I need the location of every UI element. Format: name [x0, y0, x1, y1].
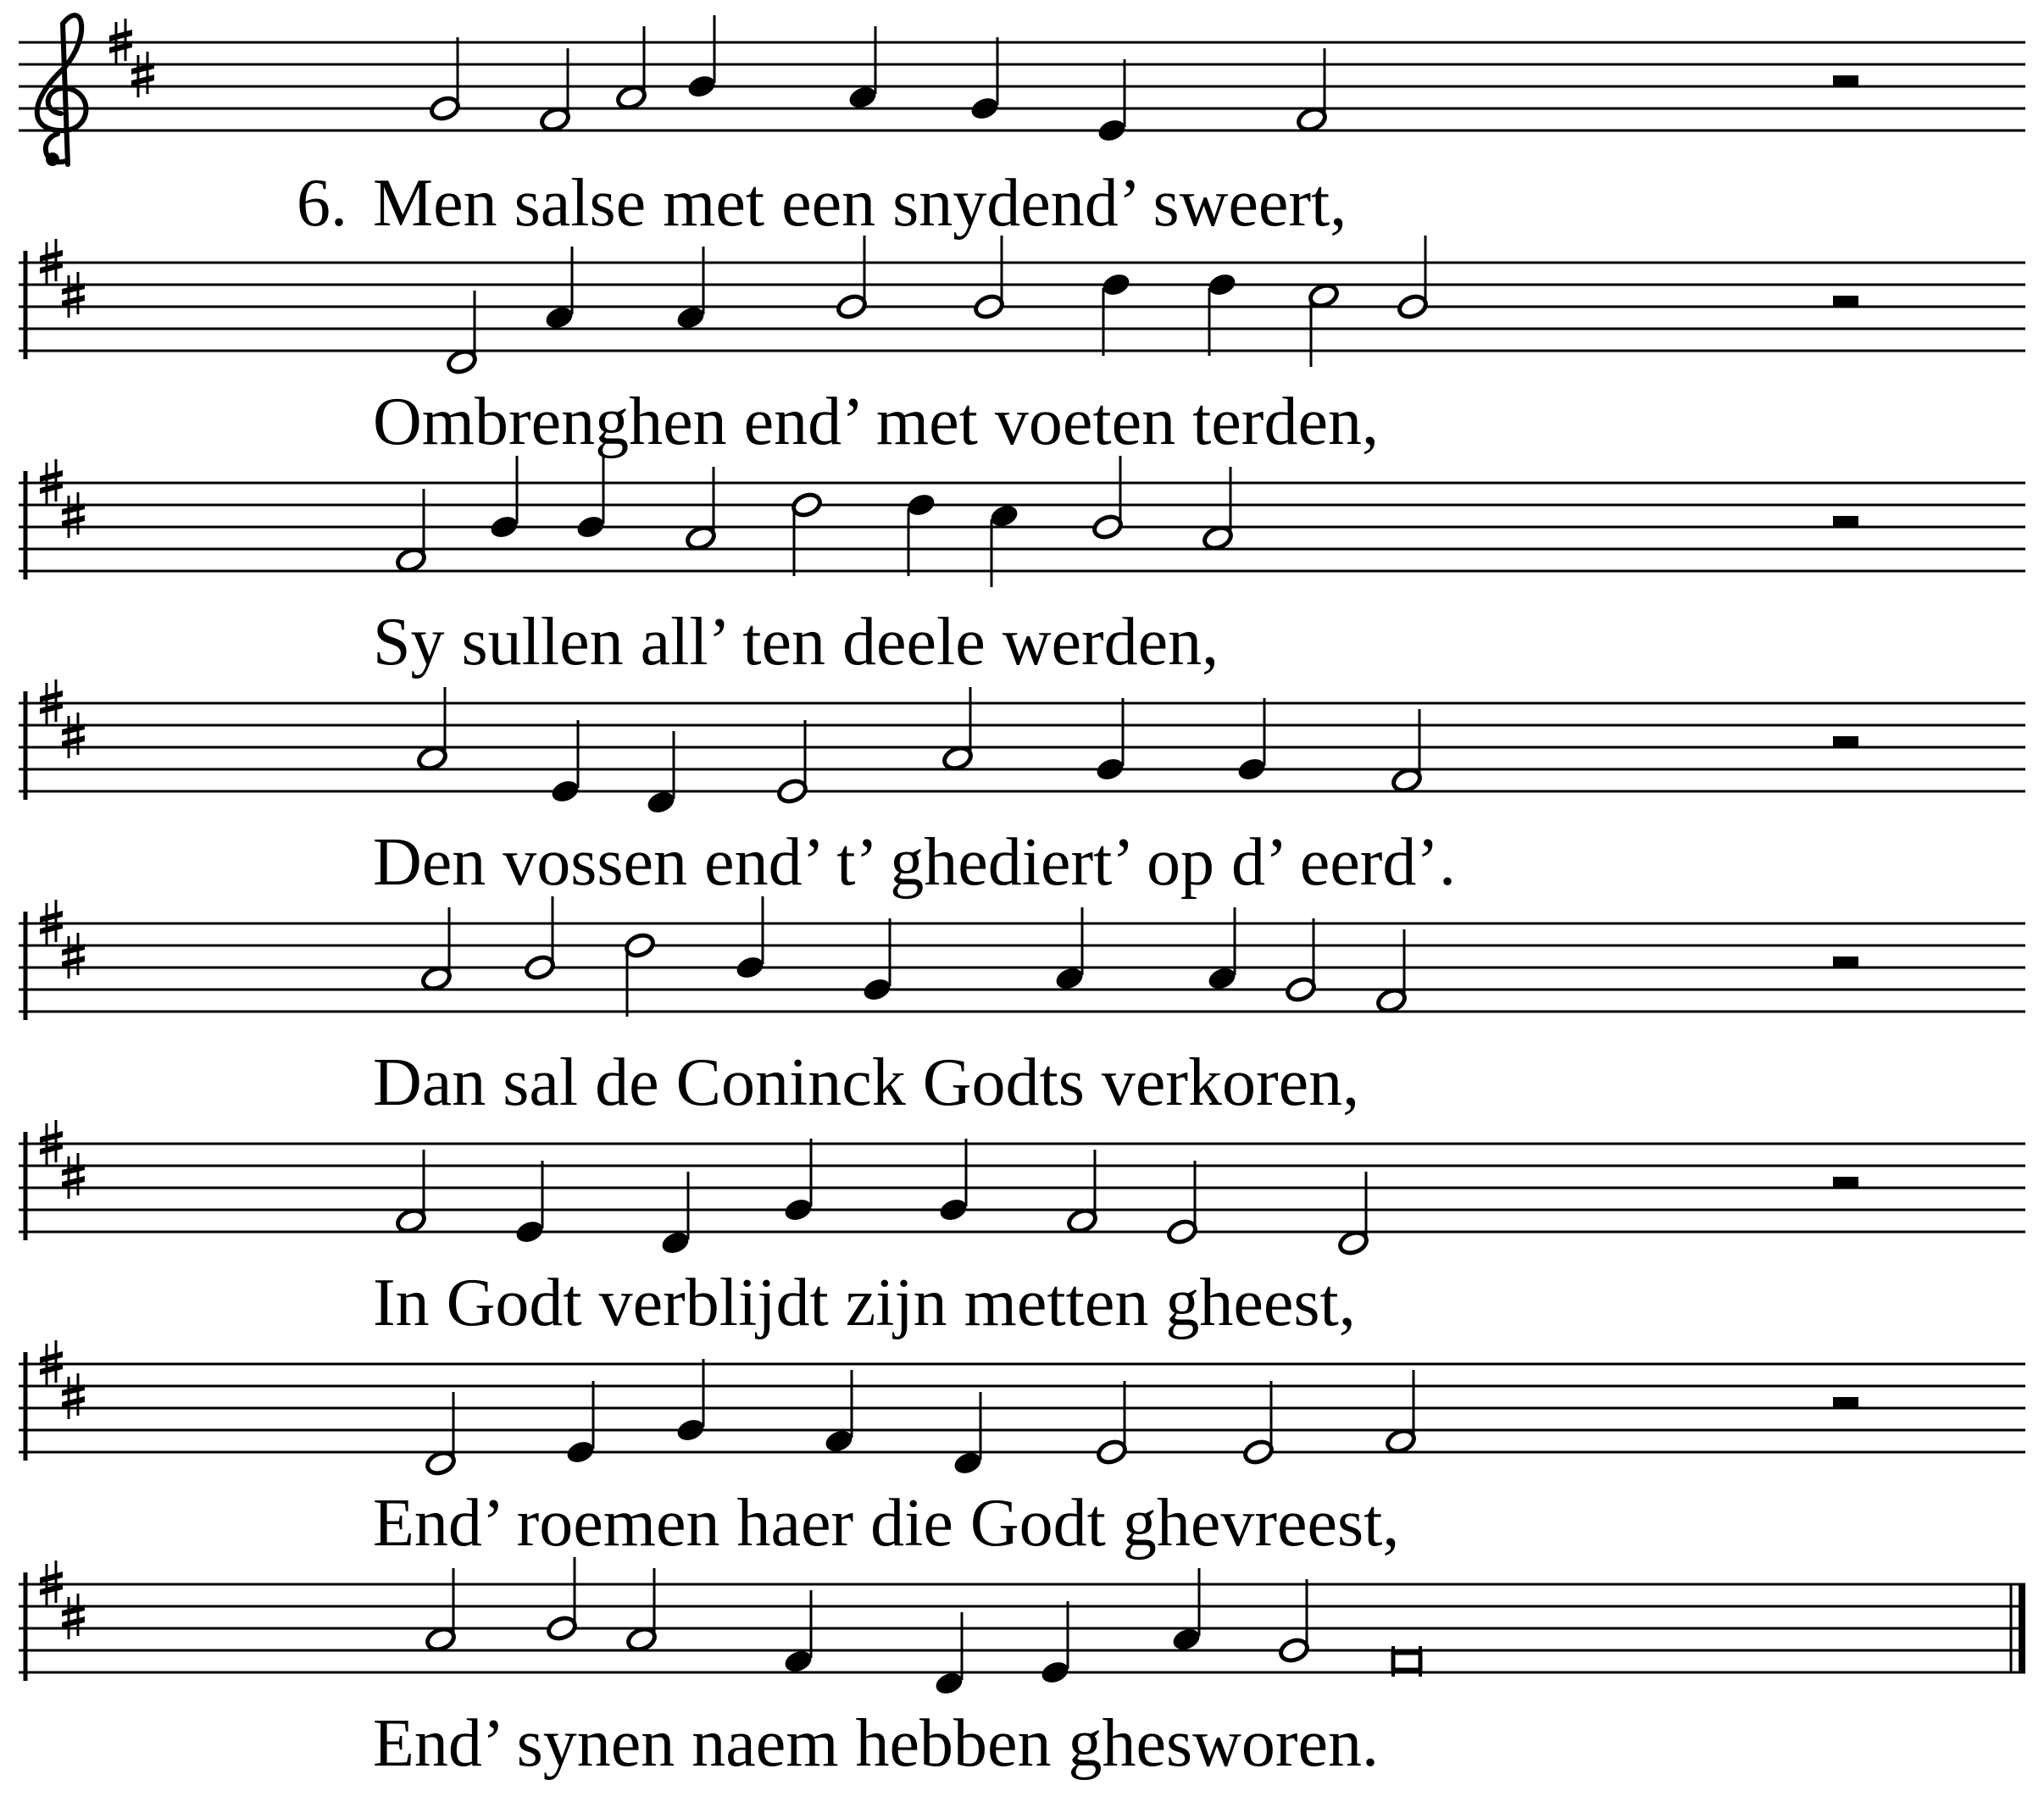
quarter-note — [1039, 1659, 1071, 1686]
half-note — [685, 524, 717, 552]
half-note — [615, 84, 647, 111]
half-note — [539, 106, 571, 133]
half-note — [1285, 976, 1317, 1003]
half-rest-icon — [1833, 956, 1858, 968]
sharp-icon — [62, 1373, 85, 1419]
lyric-text: End’ synen naem hebben ghesworen. — [373, 1706, 1380, 1781]
half-note — [776, 778, 808, 805]
half-note — [1337, 1229, 1369, 1256]
half-rest-icon — [1833, 75, 1858, 86]
quarter-note — [933, 1670, 965, 1697]
quarter-note — [847, 84, 879, 111]
quarter-note — [549, 778, 581, 805]
half-note — [791, 491, 823, 518]
quarter-note — [1100, 271, 1132, 298]
quarter-note — [861, 976, 893, 1003]
half-note — [1308, 282, 1340, 309]
quarter-note — [734, 954, 766, 981]
quarter-note — [564, 1439, 597, 1466]
treble-clef-icon — [37, 15, 86, 166]
sharp-icon — [62, 933, 85, 979]
quarter-note — [686, 73, 718, 100]
half-note — [1096, 1439, 1128, 1466]
quarter-note — [823, 1428, 855, 1455]
half-note — [446, 348, 478, 375]
half-rest-icon — [1833, 1397, 1858, 1408]
lyric-text: Ombrenghen end’ met voeten terden, — [373, 385, 1379, 459]
half-note — [1296, 106, 1328, 133]
verse-number: 6. — [297, 166, 347, 241]
quarter-note — [905, 491, 937, 518]
half-note — [395, 1207, 427, 1234]
half-note — [836, 293, 868, 320]
quarter-note — [952, 1450, 984, 1477]
quarter-note — [514, 1218, 546, 1245]
sharp-icon — [62, 712, 85, 758]
lyric-text: Sy sullen all’ ten deele werden, — [373, 605, 1219, 679]
half-note — [1166, 1218, 1198, 1245]
quarter-note — [675, 304, 707, 331]
quarter-note — [543, 304, 575, 331]
half-rest-icon — [1833, 296, 1858, 307]
quarter-note — [645, 789, 677, 816]
lyric-text: Dan sal de Coninck Godts verkoren, — [373, 1045, 1360, 1120]
half-note — [1278, 1637, 1310, 1664]
half-rest-icon — [1833, 516, 1858, 527]
half-note — [1375, 987, 1408, 1014]
lyric-text: Den vossen end’ t’ ghediert’ op d’ eerd’. — [373, 825, 1457, 900]
quarter-note — [575, 513, 607, 541]
quarter-note — [659, 1229, 692, 1256]
quarter-note — [782, 1196, 814, 1223]
half-note — [625, 1626, 658, 1653]
quarter-note — [1094, 756, 1126, 783]
half-note — [416, 745, 448, 772]
quarter-note — [988, 502, 1020, 530]
sharp-icon — [62, 492, 85, 538]
half-note — [1066, 1207, 1098, 1234]
half-note — [429, 95, 461, 122]
quarter-note — [1236, 756, 1268, 783]
sharp-icon — [62, 272, 85, 318]
quarter-note — [782, 1648, 814, 1675]
half-note — [1091, 513, 1124, 541]
sharp-icon — [62, 1153, 85, 1199]
quarter-note — [1096, 117, 1128, 144]
half-note — [546, 1615, 578, 1642]
half-note — [524, 954, 556, 981]
half-note — [1202, 524, 1234, 552]
quarter-note — [1053, 965, 1086, 992]
quarter-note — [1206, 965, 1238, 992]
sharp-icon — [131, 52, 154, 97]
half-note — [973, 293, 1005, 320]
half-rest-icon — [1833, 736, 1858, 747]
half-note — [425, 1626, 457, 1653]
half-rest-icon — [1833, 1177, 1858, 1188]
half-note — [941, 745, 974, 772]
quarter-note — [675, 1417, 707, 1444]
half-note — [1385, 1428, 1417, 1455]
half-note — [420, 965, 453, 992]
half-note — [624, 932, 656, 959]
half-note — [1391, 767, 1423, 794]
quarter-note — [1206, 271, 1238, 298]
half-note — [1397, 293, 1429, 320]
lyric-text: Men salse met een snydend’ sweert, — [373, 166, 1347, 241]
quarter-note — [969, 95, 1001, 122]
half-note — [1242, 1439, 1275, 1466]
lyric-text: End’ roemen haer die Godt ghevreest, — [373, 1486, 1400, 1561]
sharp-icon — [62, 1594, 85, 1639]
half-note — [425, 1450, 457, 1477]
quarter-note — [488, 513, 520, 541]
half-note — [395, 546, 427, 574]
breve-note — [1393, 1653, 1420, 1670]
quarter-note — [937, 1196, 969, 1223]
lyric-text: In Godt verblijdt zijn metten gheest, — [373, 1266, 1356, 1340]
quarter-note — [1170, 1626, 1203, 1653]
